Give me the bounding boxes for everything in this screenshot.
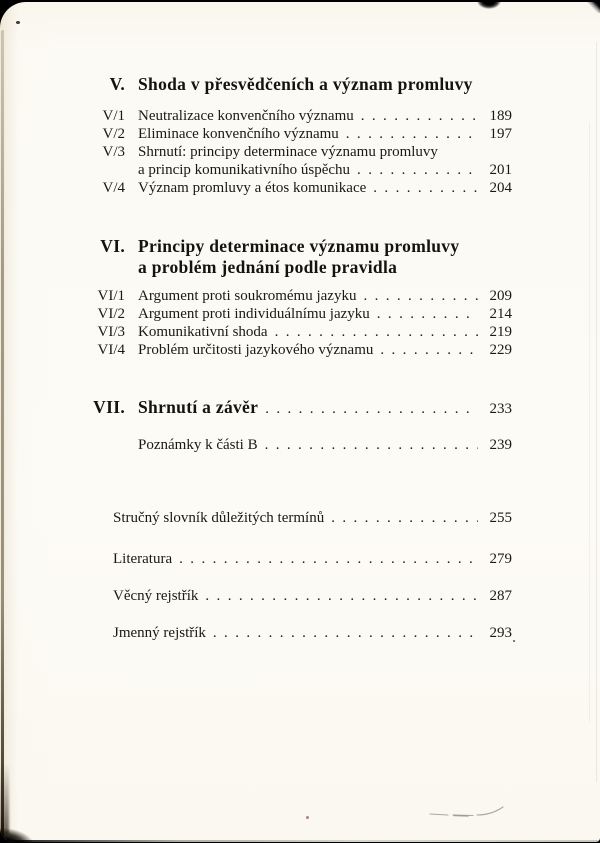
dot-leader bbox=[357, 161, 478, 179]
toc-entry-title: Věcný rejstřík bbox=[113, 588, 199, 604]
page-left-edge-shadow bbox=[1, 30, 4, 838]
toc-entry-page: 229 bbox=[489, 342, 512, 358]
toc-entry-title: Stručný slovník důležitých termínů bbox=[113, 510, 325, 526]
dot-leader bbox=[377, 305, 478, 323]
toc-entry-title-line2: a princip komunikativního úspěchu bbox=[138, 162, 351, 178]
toc-entry-title: Neutralizace konvenčního významu bbox=[138, 108, 354, 124]
toc-entry-title: Literatura bbox=[113, 551, 173, 567]
section-heading-vi bbox=[85, 235, 512, 257]
section-heading-vii bbox=[85, 396, 512, 420]
section-title-line2: a problém jednání podle pravidla bbox=[138, 257, 398, 277]
section-heading-vi-line2 bbox=[138, 256, 512, 278]
toc-entry-label: V/2 bbox=[102, 126, 125, 142]
toc-entry-title: Problém určitosti jazykového významu bbox=[138, 342, 374, 358]
toc-entry-title: Poznámky k části B bbox=[138, 437, 258, 453]
section-number: VII. bbox=[93, 397, 125, 417]
toc-entry-continuation bbox=[138, 161, 512, 179]
toc-entry bbox=[85, 341, 512, 359]
toc-entry-title: Komunikativní shoda bbox=[138, 324, 268, 340]
dot-leader bbox=[265, 396, 478, 420]
toc-entry-page: 209 bbox=[489, 288, 512, 304]
dot-leader bbox=[205, 587, 478, 605]
page-right-edge-shadow bbox=[596, 42, 597, 782]
dot-leader bbox=[361, 107, 478, 125]
toc-entry bbox=[113, 624, 512, 642]
dot-leader bbox=[331, 509, 478, 527]
toc-entry-page: 219 bbox=[489, 324, 512, 340]
toc-entry-page: 204 bbox=[489, 180, 512, 196]
toc-entry-title: Argument proti soukromému jazyku bbox=[138, 288, 357, 304]
toc-entry bbox=[85, 287, 512, 305]
toc-entry-label: V/4 bbox=[102, 180, 125, 196]
pencil-mark bbox=[428, 804, 510, 820]
page-bottom-edge-shadow bbox=[0, 840, 600, 842]
toc-entry bbox=[113, 550, 512, 568]
toc-entry bbox=[113, 509, 512, 527]
section-number: V. bbox=[109, 74, 125, 94]
dot-leader bbox=[346, 125, 478, 143]
scan-notch-top-edge bbox=[477, 2, 501, 9]
book-page bbox=[0, 2, 600, 842]
toc-entry-label: V/1 bbox=[102, 108, 125, 124]
dot-leader bbox=[265, 436, 478, 454]
toc-entry-label: VI/1 bbox=[97, 288, 125, 304]
toc-entry bbox=[85, 305, 512, 323]
toc-entry bbox=[85, 323, 512, 341]
toc-entry-page: 214 bbox=[489, 306, 512, 322]
section-title: Shrnutí a závěr bbox=[138, 397, 259, 417]
dot-leader bbox=[179, 550, 478, 568]
toc-entry-page: 293 bbox=[489, 625, 512, 641]
toc-entry-page: 201 bbox=[489, 162, 512, 178]
toc-entry bbox=[85, 143, 512, 161]
toc-entry-title: Eliminace konvenčního významu bbox=[138, 126, 339, 142]
toc-entry-title: Význam promluvy a étos komunikace bbox=[138, 180, 367, 196]
toc-entry bbox=[85, 179, 512, 197]
toc-entry-title: Jmenný rejstřík bbox=[113, 625, 206, 641]
toc-entry-label: VI/4 bbox=[97, 342, 125, 358]
toc-entry bbox=[113, 587, 512, 605]
dot-leader bbox=[373, 179, 478, 197]
scan-streak-bottom-left bbox=[0, 764, 9, 834]
toc-entry-page: 239 bbox=[489, 437, 512, 453]
dot-leader bbox=[213, 624, 478, 642]
scan-speck bbox=[513, 640, 515, 642]
section-title: Principy determinace významu promluvy bbox=[138, 236, 460, 256]
scan-speck bbox=[16, 21, 20, 24]
toc-entry-label: VI/2 bbox=[97, 306, 125, 322]
dot-leader bbox=[380, 341, 478, 359]
toc-entry bbox=[85, 125, 512, 143]
toc-entry-page: 189 bbox=[489, 108, 512, 124]
toc-entry bbox=[85, 107, 512, 125]
section-number: VI. bbox=[100, 236, 125, 256]
toc-entry-label: VI/3 bbox=[97, 324, 125, 340]
toc-entry-label: V/3 bbox=[102, 144, 125, 160]
dot-leader bbox=[363, 287, 478, 305]
dot-leader bbox=[275, 323, 478, 341]
toc-entry-page: 233 bbox=[489, 401, 512, 417]
toc-entry-title: Argument proti individuálnímu jazyku bbox=[138, 306, 370, 322]
scan-corner-shadow-top-right bbox=[586, 2, 600, 13]
page-right-edge-shadow bbox=[589, 122, 590, 722]
section-heading-v bbox=[85, 73, 512, 95]
toc-entry-page: 255 bbox=[489, 510, 512, 526]
scan-speck bbox=[306, 816, 309, 819]
toc-entry-title: Shrnutí: principy determinace významu promluvy bbox=[138, 144, 438, 160]
section-title: Shoda v přesvědčeních a význam promluvy bbox=[138, 74, 473, 94]
toc-entry bbox=[138, 436, 512, 454]
toc-entry-page: 197 bbox=[489, 126, 512, 142]
toc-entry-page: 279 bbox=[489, 551, 512, 567]
toc-entry-page: 287 bbox=[489, 588, 512, 604]
